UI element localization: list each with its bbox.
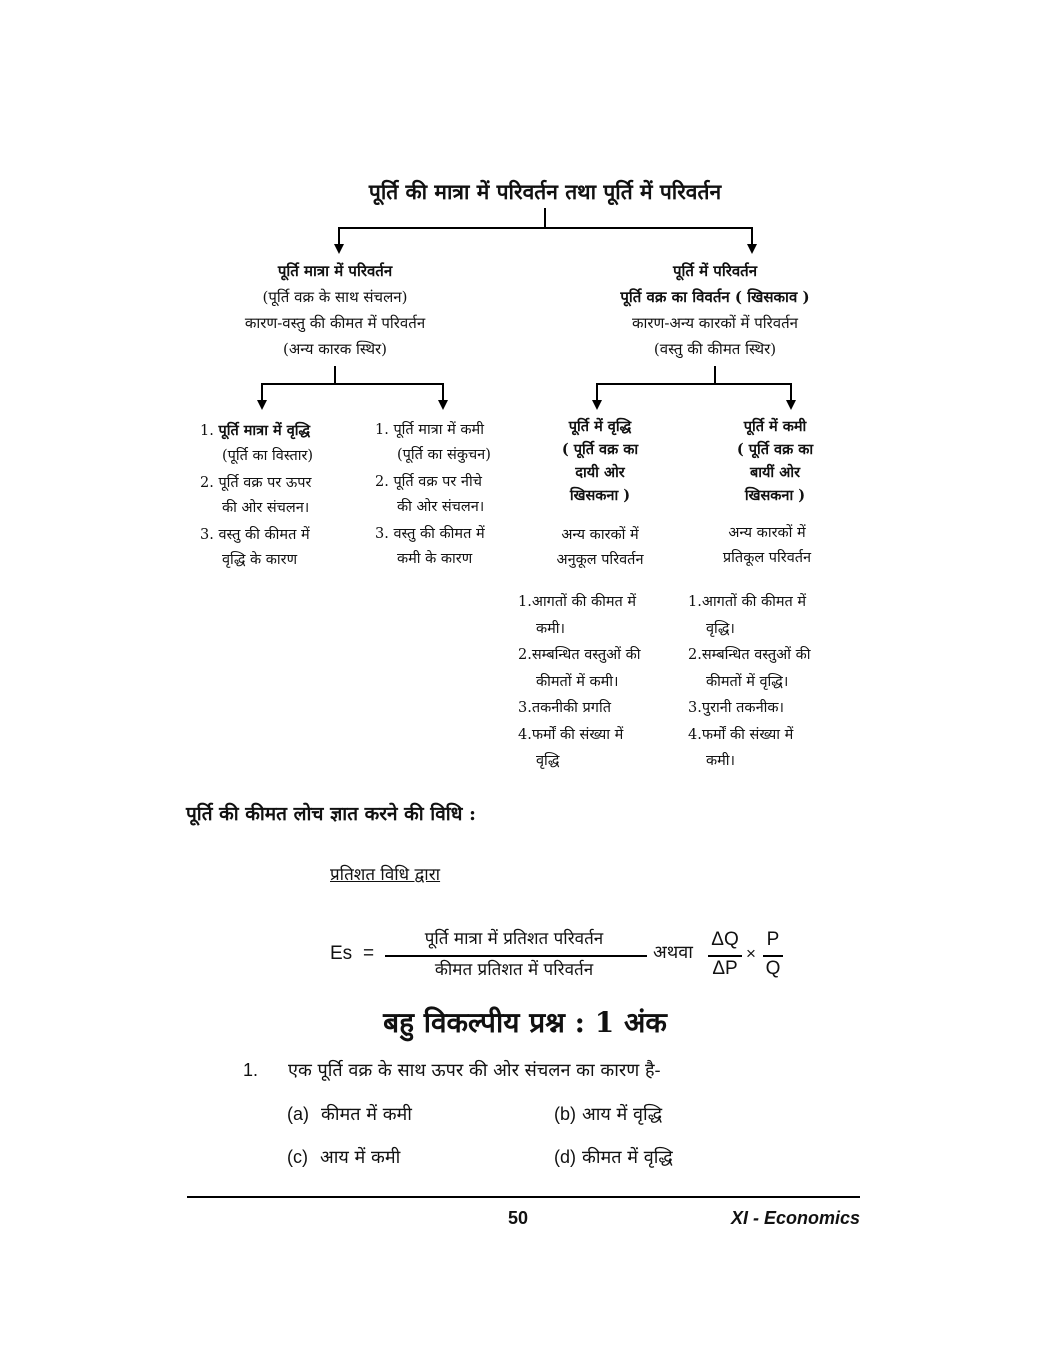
right-line: (वस्तु की कीमत स्थिर)	[653, 340, 777, 358]
increase-title-line: पूर्ति में वृद्धि	[568, 418, 632, 435]
formula-lhs: Es	[330, 943, 353, 964]
list-item: कीमतों में वृद्धि।	[706, 673, 789, 690]
connector	[261, 383, 263, 401]
footer-rule	[187, 1196, 860, 1198]
expansion-point: 2. पूर्ति वक्र पर ऊपर	[200, 475, 312, 491]
arrow-icon	[257, 400, 267, 410]
decrease-title-line: खिसकना )	[744, 487, 806, 504]
formula-or: अथवा	[653, 942, 693, 963]
increase-title-line: दायी ओर	[575, 464, 625, 481]
arrow-icon	[438, 400, 448, 410]
decrease-note-line: अन्य कारकों में	[728, 525, 806, 541]
contraction-point: की ओर संचलन।	[397, 499, 485, 515]
increase-title-line: खिसकना )	[569, 487, 631, 504]
list-item: कीमतों में कमी।	[536, 673, 619, 690]
list-item: कमी।	[706, 753, 736, 769]
item-number: 1.	[200, 423, 214, 439]
connector	[338, 227, 752, 229]
contraction-sub: (पूर्ति का संकुचन)	[397, 447, 491, 463]
increase-note-line: अन्य कारकों में	[561, 527, 639, 543]
connector	[338, 227, 340, 245]
increase-note	[520, 523, 680, 573]
method-heading: पूर्ति की कीमत लोच ज्ञात करने की विधि :	[186, 803, 477, 825]
connector	[334, 366, 336, 384]
option-label: (d)	[554, 1147, 576, 1167]
fraction-bar	[708, 955, 742, 957]
question-number: 1.	[243, 1060, 259, 1080]
expansion-point: 3. वस्तु की कीमत में	[200, 527, 310, 543]
connector	[714, 366, 716, 384]
right-branch	[565, 258, 865, 362]
formula-numerator: पूर्ति मात्रा में प्रतिशत परिवर्तन	[424, 929, 604, 949]
decrease-note	[687, 521, 847, 571]
increase-title	[520, 415, 680, 507]
left-heading: पूर्ति मात्रा में परिवर्तन	[277, 262, 393, 280]
formula-q: Q	[765, 958, 781, 979]
contraction-title: 1. पूर्ति मात्रा में कमी	[375, 422, 484, 438]
contraction-point: 3. वस्तु की कीमत में	[375, 526, 485, 542]
formula-delta-p: ΔP	[712, 958, 738, 979]
option-text: आय में कमी	[320, 1147, 401, 1168]
right-subheading: पूर्ति वक्र का विवर्तन ( खिसकाव )	[620, 288, 810, 306]
contraction-point: 2. पूर्ति वक्र पर नीचे	[375, 474, 482, 490]
left-line: (पूर्ति वक्र के साथ संचलन)	[262, 288, 408, 306]
connector	[751, 227, 753, 245]
left-line: कारण-वस्तु की कीमत में परिवर्तन	[244, 314, 426, 332]
expansion-point: वृद्धि के कारण	[222, 552, 298, 568]
option-c[interactable]	[287, 1145, 400, 1169]
list-item: वृद्धि।	[706, 620, 735, 637]
left-branch	[185, 258, 485, 362]
list-item: 4.फर्मों की संख्या में	[688, 726, 794, 743]
decrease-title-line: बायीं ओर	[749, 464, 800, 481]
option-d[interactable]	[554, 1145, 673, 1169]
arrow-icon	[334, 244, 344, 254]
list-item: 1.आगतों की कीमत में	[688, 594, 807, 610]
mcq-heading: बहु विकल्पीय प्रश्न : 1 अंक	[383, 1006, 667, 1039]
list-item: 3.तकनीकी प्रगति	[518, 700, 611, 716]
decrease-title-line: ( पूर्ति वक्र का	[736, 441, 814, 458]
connector	[790, 383, 792, 401]
contraction-point: कमी के कारण	[397, 551, 473, 567]
list-item: 1.आगतों की कीमत में	[518, 594, 637, 610]
list-item: कमी।	[536, 620, 566, 637]
expansion-title: पूर्ति मात्रा में वृद्धि	[218, 422, 311, 439]
option-b[interactable]	[554, 1102, 662, 1126]
connector	[596, 383, 598, 401]
increase-note-line: अनुकूल परिवर्तन	[556, 552, 644, 568]
increase-title-line: ( पूर्ति वक्र का	[561, 441, 639, 458]
formula-equals: =	[363, 943, 375, 964]
option-text: कीमत में कमी	[321, 1104, 412, 1125]
decrease-list	[688, 589, 858, 775]
question-text: एक पूर्ति वक्र के साथ ऊपर की ओर संचलन का कारण है-	[288, 1060, 661, 1081]
option-label: (b)	[554, 1104, 576, 1124]
method-subheading: प्रतिशत विधि द्वारा	[330, 865, 441, 885]
arrow-icon	[786, 400, 796, 410]
connector	[596, 383, 791, 385]
arrow-icon	[747, 244, 757, 254]
right-line: कारण-अन्य कारकों में परिवर्तन	[631, 314, 798, 332]
page-number: 50	[508, 1208, 529, 1228]
chart-title: पूर्ति की मात्रा में परिवर्तन तथा पूर्ति में परिवर्तन	[368, 179, 722, 204]
formula-times: ×	[746, 944, 756, 963]
connector	[442, 383, 444, 401]
expansion-sub: (पूर्ति का विस्तार)	[222, 448, 314, 464]
list-item: वृद्धि	[536, 753, 560, 769]
expansion-box	[200, 418, 370, 573]
list-item: 2.सम्बन्धित वस्तुओं की	[688, 647, 811, 663]
decrease-note-line: प्रतिकूल परिवर्तन	[722, 550, 812, 566]
formula-denominator: कीमत प्रतिशत में परिवर्तन	[434, 960, 594, 980]
connector	[544, 208, 546, 228]
right-heading: पूर्ति में परिवर्तन	[672, 262, 758, 280]
list-item: 2.सम्बन्धित वस्तुओं की	[518, 647, 641, 663]
fraction-bar	[763, 955, 783, 957]
connector	[261, 383, 443, 385]
formula-delta-q: ΔQ	[711, 929, 739, 950]
decrease-title-line: पूर्ति में कमी	[743, 418, 807, 435]
list-item: 3.पुरानी तकनीक।	[688, 700, 785, 716]
option-a[interactable]	[287, 1102, 412, 1126]
option-text: आय में वृद्धि	[582, 1104, 663, 1125]
increase-list	[518, 589, 688, 775]
expansion-point: की ओर संचलन।	[222, 500, 310, 516]
option-label: (a)	[287, 1104, 309, 1124]
option-text: कीमत में वृद्धि	[582, 1147, 673, 1168]
decrease-title	[695, 415, 855, 507]
formula-p: P	[766, 929, 780, 950]
footer-subject: XI - Economics	[730, 1208, 860, 1228]
arrow-icon	[592, 400, 602, 410]
left-line: (अन्य कारक स्थिर)	[282, 340, 388, 358]
list-item: 4.फर्मों की संख्या में	[518, 726, 624, 743]
option-label: (c)	[287, 1147, 308, 1167]
